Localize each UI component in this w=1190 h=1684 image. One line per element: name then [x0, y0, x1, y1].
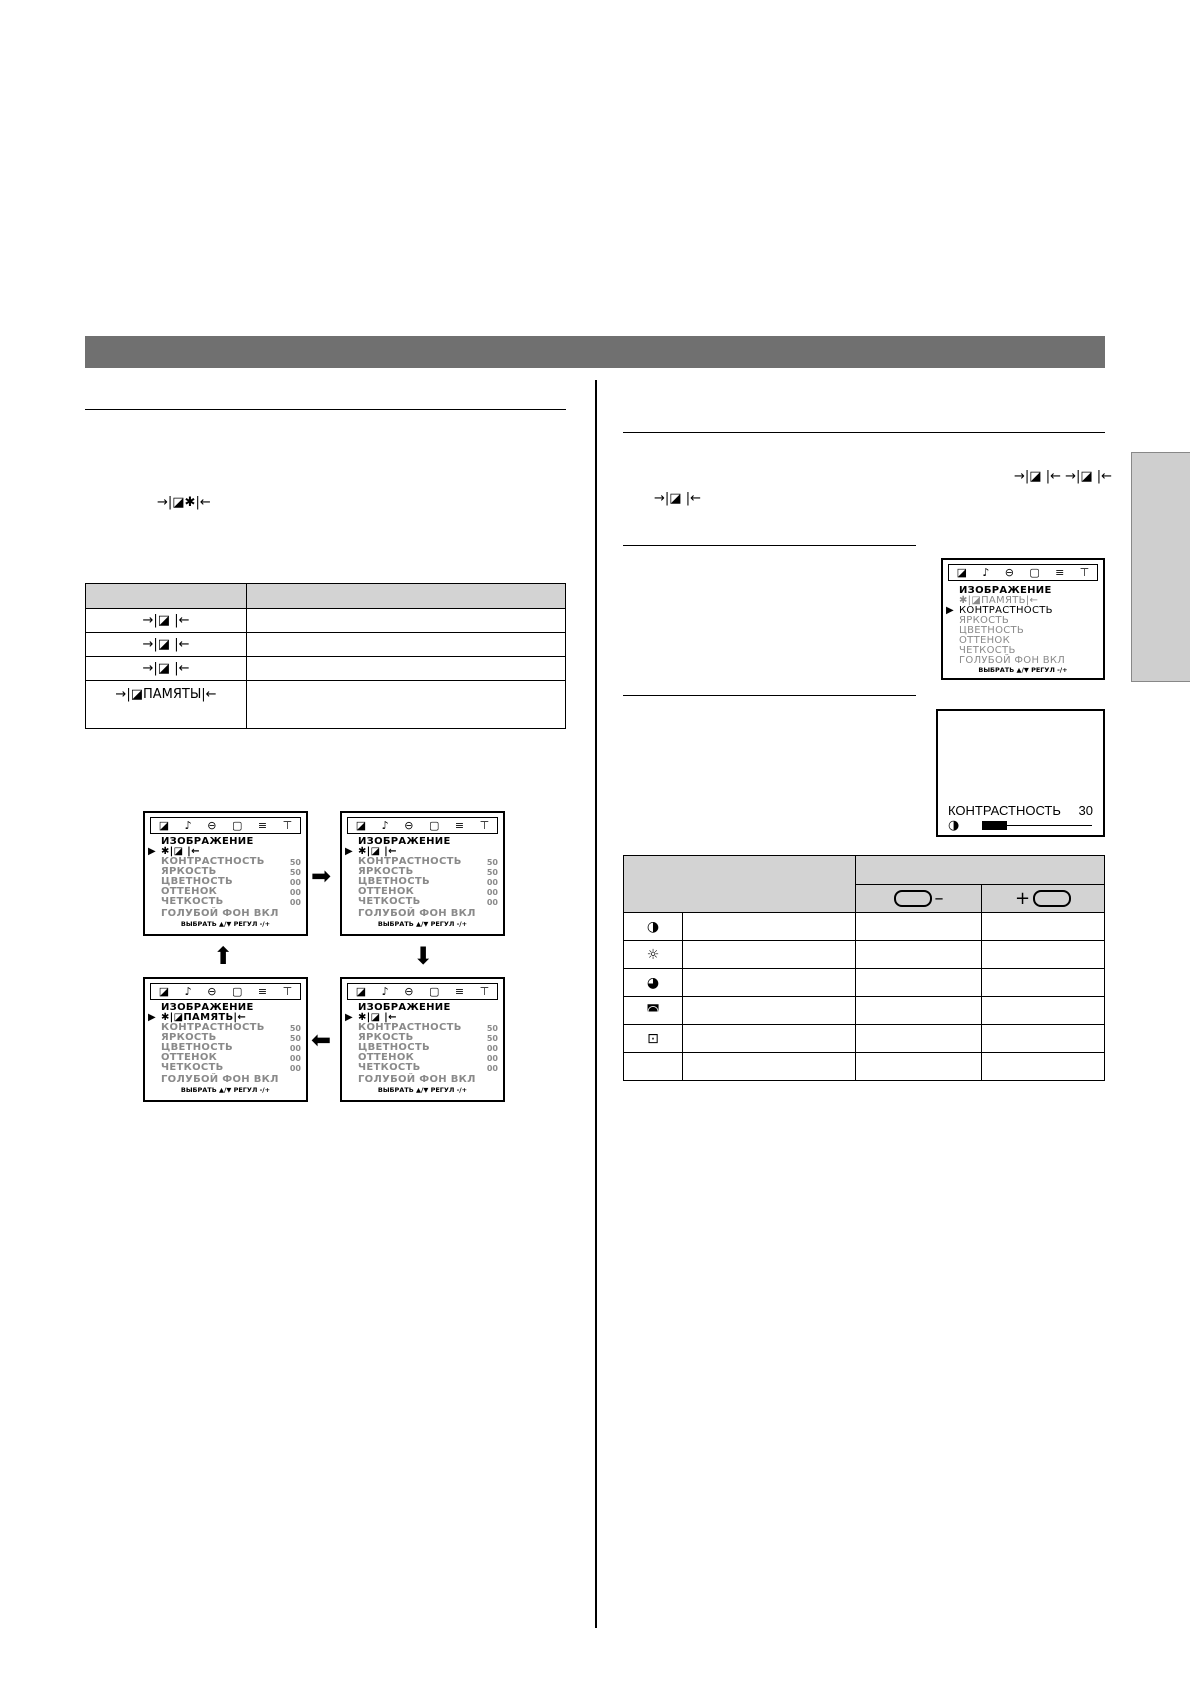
antenna-tab-icon: ⊤ — [1079, 566, 1090, 579]
osd-title: ИЗОБРАЖЕНИЕ — [358, 836, 451, 847]
button-pill-icon — [894, 890, 932, 907]
left-section-rule — [85, 409, 566, 410]
contrast-bar-fill — [982, 821, 1007, 830]
contrast-bar-label: КОНТРАСТНОСТЬ — [948, 803, 1061, 818]
osd-bluescreen: ГОЛУБОЙ ФОН ВКЛ — [358, 1074, 476, 1085]
osd-sharpness: ЧЕТКОСТЬ — [358, 1062, 421, 1073]
osd-menu-tabs — [347, 817, 498, 834]
osd-contrast-value: 50 — [289, 858, 301, 867]
osd-contrast-value: 50 — [486, 858, 498, 867]
osd-bluescreen: ГОЛУБОЙ ФОН ВКЛ — [161, 908, 279, 919]
screen-tab-icon: ▢ — [231, 819, 243, 832]
osd-brightness: ЯРКОСТЬ — [161, 866, 217, 877]
osd-sharpness: ЧЕТКОСТЬ — [358, 896, 421, 907]
osd-brightness: ЯРКОСТЬ — [959, 615, 1010, 626]
osd-brightness-value: 50 — [289, 868, 301, 877]
contrast-icon: ◑ — [948, 818, 960, 833]
osd-memory-line: ✱|◪ПАМЯТЬ|← — [161, 1012, 247, 1023]
osd-tint-value: 00 — [486, 1054, 498, 1063]
osd-menu-tabs — [948, 564, 1098, 581]
cursor-icon: ▶ — [345, 1012, 353, 1023]
osd-color: ЦВЕТНОСТЬ — [358, 1042, 430, 1053]
osd-tint: ОТТЕНОК — [358, 1052, 415, 1063]
osd-mode-line: ✱|◪ |← — [358, 1012, 397, 1023]
sound-tab-icon: ♪ — [184, 819, 192, 832]
osd-screen-1 — [143, 811, 308, 936]
arrow-down-icon: ⬇ — [413, 942, 434, 970]
step-rule-2 — [623, 695, 916, 696]
sound-tab-icon: ♪ — [381, 819, 389, 832]
mode-icons-inline: →|◪ |← →|◪ |← — [1014, 469, 1113, 484]
osd-mode-line: ✱|◪ |← — [358, 846, 397, 857]
osd-tint-value: 00 — [289, 1054, 301, 1063]
memory-mode-icon: →|◪✱|← — [157, 495, 211, 510]
osd-color: ЦВЕТНОСТЬ — [161, 876, 233, 887]
osd-color-value: 00 — [289, 878, 301, 887]
plus-button-header: + — [982, 884, 1105, 913]
sound-tab-icon: ♪ — [381, 985, 389, 998]
section-header-bar — [85, 336, 1105, 368]
antenna-tab-icon: ⊤ — [479, 819, 490, 832]
osd-contrast-bar-screen — [936, 709, 1105, 837]
osd-screen-4 — [340, 977, 505, 1102]
osd-title: ИЗОБРАЖЕНИЕ — [358, 1002, 451, 1013]
osd-sharpness: ЧЕТКОСТЬ — [959, 645, 1016, 656]
osd-footer: ВЫБРАТЬ ▲/▼ РЕГУЛ -/+ — [377, 1086, 468, 1094]
arrow-left-icon: ⬅ — [311, 1026, 332, 1054]
osd-contrast: КОНТРАСТНОСТЬ — [161, 1022, 265, 1033]
setup-tab-icon: ≡ — [454, 819, 465, 832]
antenna-tab-icon: ⊤ — [282, 819, 293, 832]
antenna-tab-icon: ⊤ — [479, 985, 490, 998]
osd-tint: ОТТЕНОК — [358, 886, 415, 897]
osd-footer: ВЫБРАТЬ ▲/▼ РЕГУЛ -/+ — [180, 920, 271, 928]
osd-color: ЦВЕТНОСТЬ — [358, 876, 430, 887]
osd-sharpness: ЧЕТКОСТЬ — [161, 896, 224, 907]
brightness-icon: ☼ — [624, 941, 683, 969]
osd-sharpness-value: 00 — [289, 1064, 301, 1073]
osd-screen-3 — [143, 977, 308, 1102]
osd-brightness: ЯРКОСТЬ — [358, 1032, 414, 1043]
osd-brightness-value: 50 — [289, 1034, 301, 1043]
right-section-rule — [623, 432, 1105, 433]
timer-tab-icon: ⊖ — [1004, 566, 1015, 579]
osd-tint: ОТТЕНОК — [959, 635, 1010, 646]
osd-tint: ОТТЕНОК — [161, 1052, 218, 1063]
osd-screen-contrast-select — [941, 558, 1105, 680]
sharpness-icon: ⊡ — [624, 1025, 683, 1053]
osd-contrast-selected: КОНТРАСТНОСТЬ — [959, 605, 1053, 616]
osd-tint-value: 00 — [289, 888, 301, 897]
mode-row-2-icon: →|◪ |← — [86, 633, 247, 657]
osd-brightness: ЯРКОСТЬ — [161, 1032, 217, 1043]
osd-color-value: 00 — [486, 878, 498, 887]
setup-tab-icon: ≡ — [1055, 566, 1065, 579]
minus-button-header: – — [856, 884, 982, 913]
osd-bluescreen: ГОЛУБОЙ ФОН ВКЛ — [358, 908, 476, 919]
osd-footer: ВЫБРАТЬ ▲/▼ РЕГУЛ -/+ — [978, 666, 1068, 674]
mode-row-1-icon: →|◪ |← — [86, 609, 247, 633]
picture-tab-icon: ◪ — [355, 985, 367, 998]
screen-tab-icon: ▢ — [428, 985, 440, 998]
osd-memory-line: ✱|◪ПАМЯТЬ|← — [959, 595, 1039, 606]
osd-menu-tabs — [347, 983, 498, 1000]
picture-tab-icon: ◪ — [158, 819, 170, 832]
mode-icon-inline-2: →|◪ |← — [654, 491, 701, 506]
sound-tab-icon: ♪ — [982, 566, 990, 579]
cursor-icon: ▶ — [148, 846, 156, 857]
antenna-tab-icon: ⊤ — [282, 985, 293, 998]
osd-sharpness-value: 00 — [289, 898, 301, 907]
arrow-up-icon: ⬆ — [213, 942, 234, 970]
sound-tab-icon: ♪ — [184, 985, 192, 998]
osd-brightness-value: 50 — [486, 868, 498, 877]
arrow-right-icon: ➡ — [311, 862, 332, 890]
timer-tab-icon: ⊖ — [207, 819, 217, 832]
mode-row-memory-icon: →|◪ПАМЯТЫ|← — [86, 681, 247, 729]
osd-sharpness: ЧЕТКОСТЬ — [161, 1062, 224, 1073]
picture-tab-icon: ◪ — [158, 985, 170, 998]
osd-sharpness-value: 00 — [486, 1064, 498, 1073]
osd-menu-tabs — [150, 983, 301, 1000]
osd-color: ЦВЕТНОСТЬ — [959, 625, 1025, 636]
picture-mode-table — [85, 583, 566, 729]
osd-bluescreen: ГОЛУБОЙ ФОН ВКЛ — [959, 655, 1066, 666]
osd-footer: ВЫБРАТЬ ▲/▼ РЕГУЛ -/+ — [377, 920, 468, 928]
button-pill-icon — [1033, 890, 1071, 907]
osd-color-value: 00 — [486, 1044, 498, 1053]
picture-tab-icon: ◪ — [355, 819, 367, 832]
osd-contrast: КОНТРАСТНОСТЬ — [358, 1022, 462, 1033]
picture-tab-icon: ◪ — [956, 566, 968, 579]
osd-tint-value: 00 — [486, 888, 498, 897]
osd-title: ИЗОБРАЖЕНИЕ — [161, 1002, 254, 1013]
osd-color: ЦВЕТНОСТЬ — [161, 1042, 233, 1053]
step-rule-1 — [623, 545, 916, 546]
tint-icon: ◚ — [624, 997, 683, 1025]
cursor-icon: ▶ — [946, 605, 954, 616]
setup-tab-icon: ≡ — [257, 985, 268, 998]
setup-tab-icon: ≡ — [454, 985, 465, 998]
timer-tab-icon: ⊖ — [404, 819, 414, 832]
screen-tab-icon: ▢ — [1029, 566, 1040, 579]
osd-sharpness-value: 00 — [486, 898, 498, 907]
cursor-icon: ▶ — [345, 846, 353, 857]
osd-mode-line: ✱|◪ |← — [161, 846, 200, 857]
osd-brightness-value: 50 — [486, 1034, 498, 1043]
osd-color-value: 00 — [289, 1044, 301, 1053]
osd-menu-tabs — [150, 817, 301, 834]
adjustment-table — [623, 855, 1105, 1081]
mode-row-3-icon: →|◪ |← — [86, 657, 247, 681]
osd-contrast-value: 50 — [289, 1024, 301, 1033]
osd-bluescreen: ГОЛУБОЙ ФОН ВКЛ — [161, 1074, 279, 1085]
setup-tab-icon: ≡ — [257, 819, 268, 832]
osd-title: ИЗОБРАЖЕНИЕ — [959, 585, 1052, 596]
contrast-bar-value: 30 — [1078, 803, 1093, 818]
osd-contrast-value: 50 — [486, 1024, 498, 1033]
cursor-icon: ▶ — [148, 1012, 156, 1023]
osd-tint: ОТТЕНОК — [161, 886, 218, 897]
osd-contrast: КОНТРАСТНОСТЬ — [358, 856, 462, 867]
column-divider — [595, 380, 597, 1628]
timer-tab-icon: ⊖ — [404, 985, 414, 998]
osd-title: ИЗОБРАЖЕНИЕ — [161, 836, 254, 847]
osd-contrast: КОНТРАСТНОСТЬ — [161, 856, 265, 867]
chapter-side-tab — [1131, 452, 1190, 682]
osd-brightness: ЯРКОСТЬ — [358, 866, 414, 877]
osd-screen-2 — [340, 811, 505, 936]
osd-footer: ВЫБРАТЬ ▲/▼ РЕГУЛ -/+ — [180, 1086, 271, 1094]
screen-tab-icon: ▢ — [231, 985, 243, 998]
timer-tab-icon: ⊖ — [207, 985, 217, 998]
color-icon: ◕ — [624, 969, 683, 997]
screen-tab-icon: ▢ — [428, 819, 440, 832]
contrast-icon: ◑ — [624, 913, 683, 941]
